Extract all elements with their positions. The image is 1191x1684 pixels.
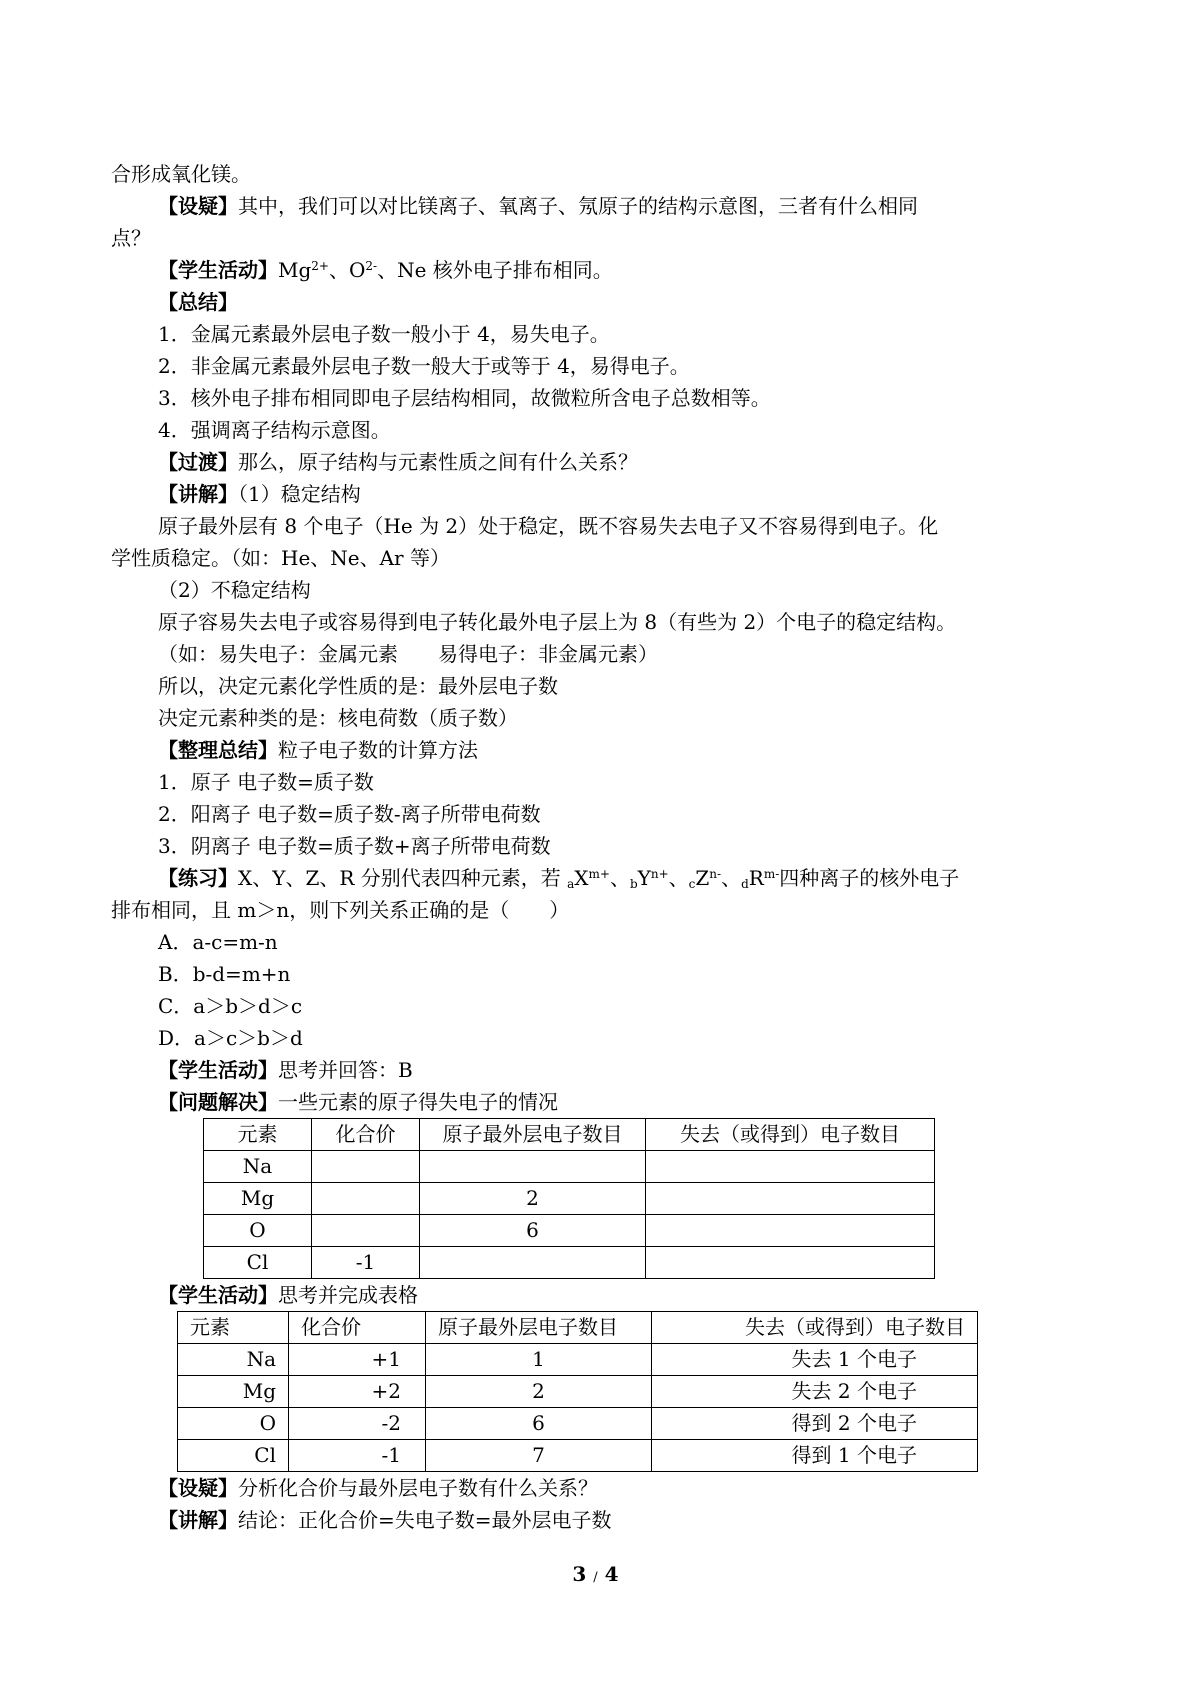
text-line — [111, 702, 1096, 734]
text-line — [111, 222, 1096, 254]
list-item — [111, 350, 1096, 382]
table-cell: 失去 2 个电子 — [652, 1376, 978, 1408]
electron-table-completed — [177, 1311, 978, 1472]
paragraph-text: 其中，我们可以对比镁离子、氧离子、氖原子的结构示意图，三者有什么相同 — [238, 194, 918, 218]
text-line — [111, 446, 1096, 478]
paragraph-text: 所以，决定元素化学性质的是：最外层电子数 — [158, 674, 558, 698]
list-item — [111, 318, 1096, 350]
table-cell: 1 — [426, 1344, 652, 1376]
ion-charge: 2- — [365, 259, 378, 273]
paragraph-text: 学性质稳定。（如：He、Ne、Ar 等） — [111, 546, 450, 570]
section-tag: 【练习】 — [158, 866, 238, 890]
page-content — [111, 158, 1096, 1536]
paragraph-text: 决定元素种类的是：核电荷数（质子数） — [158, 706, 518, 730]
paragraph-text: 合形成氧化镁。 — [111, 162, 251, 186]
separator: 、 — [609, 866, 630, 890]
ion-symbol: X — [574, 866, 589, 890]
list-item-text: 2．阳离子 电子数=质子数-离子所带电荷数 — [158, 802, 541, 826]
section-tag: 【设疑】 — [158, 1476, 238, 1500]
ion-charge: 2+ — [311, 259, 329, 273]
paragraph-text: X、Y、Z、R 分别代表四种元素，若 — [238, 866, 568, 890]
table-cell: Na — [204, 1151, 312, 1183]
exercise-line — [111, 862, 1096, 894]
section-tag: 【问题解决】 — [158, 1090, 278, 1114]
table-row — [178, 1408, 978, 1440]
text-line — [111, 1472, 1096, 1504]
page-number — [0, 1562, 1191, 1586]
table-cell: -2 — [289, 1408, 426, 1440]
paragraph-text: （1）稳定结构 — [238, 482, 361, 506]
table-header-cell: 原子最外层电子数目 — [426, 1312, 652, 1344]
table-cell: O — [204, 1215, 312, 1247]
table-cell — [312, 1215, 420, 1247]
answer-option — [111, 958, 1096, 990]
table-cell: 6 — [420, 1215, 646, 1247]
list-item — [111, 766, 1096, 798]
text-line — [111, 190, 1096, 222]
paragraph-text: （如：易失电子：金属元素 易得电子：非金属元素） — [158, 642, 658, 666]
text-line — [111, 574, 1096, 606]
table-cell: 得到 1 个电子 — [652, 1440, 978, 1472]
table-cell: +2 — [289, 1376, 426, 1408]
paragraph-text: 一些元素的原子得失电子的情况 — [278, 1090, 558, 1114]
paragraph-text: 那么，原子结构与元素性质之间有什么关系？ — [238, 450, 638, 474]
table-row — [204, 1151, 935, 1183]
table-cell — [312, 1151, 420, 1183]
paragraph-text: 结论：正化合价=失电子数=最外层电子数 — [238, 1508, 612, 1532]
section-tag: 【学生活动】 — [158, 1058, 278, 1082]
table-cell — [646, 1247, 935, 1279]
table-cell: Mg — [204, 1183, 312, 1215]
text-line — [111, 254, 1096, 286]
ion-charge: m+ — [588, 867, 610, 881]
table-cell: +1 — [289, 1344, 426, 1376]
text-line — [111, 478, 1096, 510]
current-page: 3 — [572, 1562, 587, 1586]
table-cell — [646, 1183, 935, 1215]
text-line — [111, 510, 1096, 542]
text-line — [111, 670, 1096, 702]
ion-charge: n+ — [650, 867, 669, 881]
text-line — [111, 894, 1096, 926]
list-item-text: 4．强调离子结构示意图。 — [158, 418, 391, 442]
table-header-cell: 失去（或得到）电子数目 — [646, 1119, 935, 1151]
text-line — [111, 542, 1096, 574]
table-cell — [646, 1151, 935, 1183]
atomic-number: c — [688, 877, 696, 891]
table-cell: 2 — [420, 1183, 646, 1215]
table-cell: -1 — [289, 1440, 426, 1472]
table-cell — [420, 1151, 646, 1183]
text-line — [111, 286, 1096, 318]
section-tag: 【过渡】 — [158, 450, 238, 474]
table-cell — [420, 1247, 646, 1279]
table-header-cell: 元素 — [178, 1312, 289, 1344]
list-item-text: 2．非金属元素最外层电子数一般大于或等于 4，易得电子。 — [158, 354, 690, 378]
ion-charge: m- — [763, 867, 780, 881]
table-cell: -1 — [312, 1247, 420, 1279]
text-line — [111, 1279, 1096, 1311]
table-header-row — [204, 1119, 935, 1151]
text-line — [111, 606, 1096, 638]
table-cell: 7 — [426, 1440, 652, 1472]
table-cell: 得到 2 个电子 — [652, 1408, 978, 1440]
atomic-number: b — [629, 877, 638, 891]
text-line — [111, 1504, 1096, 1536]
section-tag: 【学生活动】 — [158, 1283, 278, 1307]
text-line — [111, 158, 1096, 190]
section-tag: 【讲解】 — [158, 1508, 238, 1532]
paragraph-text: 原子容易失去电子或容易得到电子转化最外电子层上为 8（有些为 2）个电子的稳定结构。 — [158, 610, 957, 634]
section-tag: 【整理总结】 — [158, 738, 278, 762]
section-tag: 【总结】 — [158, 290, 238, 314]
table-cell — [312, 1183, 420, 1215]
table-cell: Na — [178, 1344, 289, 1376]
ion-o: 、O — [328, 258, 366, 282]
paragraph-text: 原子最外层有 8 个电子（He 为 2）处于稳定，既不容易失去电子又不容易得到电子。化 — [158, 514, 939, 538]
list-item-text: 3．核外电子排布相同即电子层结构相同，故微粒所含电子总数相等。 — [158, 386, 771, 410]
text-line — [111, 1054, 1096, 1086]
paragraph-text: 思考并完成表格 — [278, 1283, 418, 1307]
option-text: C．a＞b＞d＞c — [158, 994, 303, 1018]
table-row — [178, 1344, 978, 1376]
table-header-cell: 失去（或得到）电子数目 — [652, 1312, 978, 1344]
table-header-cell: 化合价 — [289, 1312, 426, 1344]
text-line — [111, 1086, 1096, 1118]
list-item — [111, 830, 1096, 862]
list-item-text: 3．阴离子 电子数=质子数+离子所带电荷数 — [158, 834, 551, 858]
section-tag: 【学生活动】 — [158, 258, 278, 282]
table-cell: 2 — [426, 1376, 652, 1408]
ion-symbol: R — [748, 866, 764, 890]
ion-charge: n- — [709, 867, 722, 881]
paragraph-text: 四种离子的核外电子 — [779, 866, 960, 890]
paragraph-text: 、Ne 核外电子排布相同。 — [377, 258, 613, 282]
text-line — [111, 734, 1096, 766]
paragraph-text: 粒子电子数的计算方法 — [278, 738, 478, 762]
table-row — [204, 1215, 935, 1247]
table-cell: Mg — [178, 1376, 289, 1408]
paragraph-text: （2）不稳定结构 — [158, 578, 311, 602]
section-tag: 【设疑】 — [158, 194, 238, 218]
total-pages: 4 — [604, 1562, 619, 1586]
table-cell: 6 — [426, 1408, 652, 1440]
answer-option — [111, 926, 1096, 958]
table-header-row — [178, 1312, 978, 1344]
option-text: D．a＞c＞b＞d — [158, 1026, 303, 1050]
option-text: A．a-c=m-n — [158, 930, 278, 954]
ion-mg: Mg — [278, 258, 312, 282]
list-item — [111, 798, 1096, 830]
answer-option — [111, 1022, 1096, 1054]
table-cell: 失去 1 个电子 — [652, 1344, 978, 1376]
answer-option — [111, 990, 1096, 1022]
table-cell — [646, 1215, 935, 1247]
ion-symbol: Z — [695, 866, 710, 890]
list-item — [111, 414, 1096, 446]
paragraph-text: 分析化合价与最外层电子数有什么关系？ — [238, 1476, 598, 1500]
table-row — [178, 1376, 978, 1408]
table-header-cell: 元素 — [204, 1119, 312, 1151]
electron-table-blank — [203, 1118, 935, 1279]
paragraph-text: 思考并回答：B — [278, 1058, 413, 1082]
table-cell: Cl — [178, 1440, 289, 1472]
page-separator: / — [593, 1570, 598, 1585]
ion-symbol: Y — [637, 866, 651, 890]
list-item-text: 1．金属元素最外层电子数一般小于 4，易失电子。 — [158, 322, 610, 346]
table-cell: O — [178, 1408, 289, 1440]
atomic-number: d — [741, 877, 749, 891]
section-tag: 【讲解】 — [158, 482, 238, 506]
table-row — [178, 1440, 978, 1472]
list-item-text: 1．原子 电子数=质子数 — [158, 770, 374, 794]
table-header-cell: 化合价 — [312, 1119, 420, 1151]
separator: 、 — [721, 866, 742, 890]
atomic-number: a — [567, 877, 575, 891]
list-item — [111, 382, 1096, 414]
table-row — [204, 1183, 935, 1215]
table-header-cell: 原子最外层电子数目 — [420, 1119, 646, 1151]
separator: 、 — [668, 866, 689, 890]
paragraph-text: 点？ — [111, 226, 151, 250]
paragraph-text: 排布相同，且 m＞n，则下列关系正确的是（ ） — [111, 898, 570, 922]
option-text: B．b-d=m+n — [158, 962, 291, 986]
table-row — [204, 1247, 935, 1279]
text-line — [111, 638, 1096, 670]
table-cell: Cl — [204, 1247, 312, 1279]
